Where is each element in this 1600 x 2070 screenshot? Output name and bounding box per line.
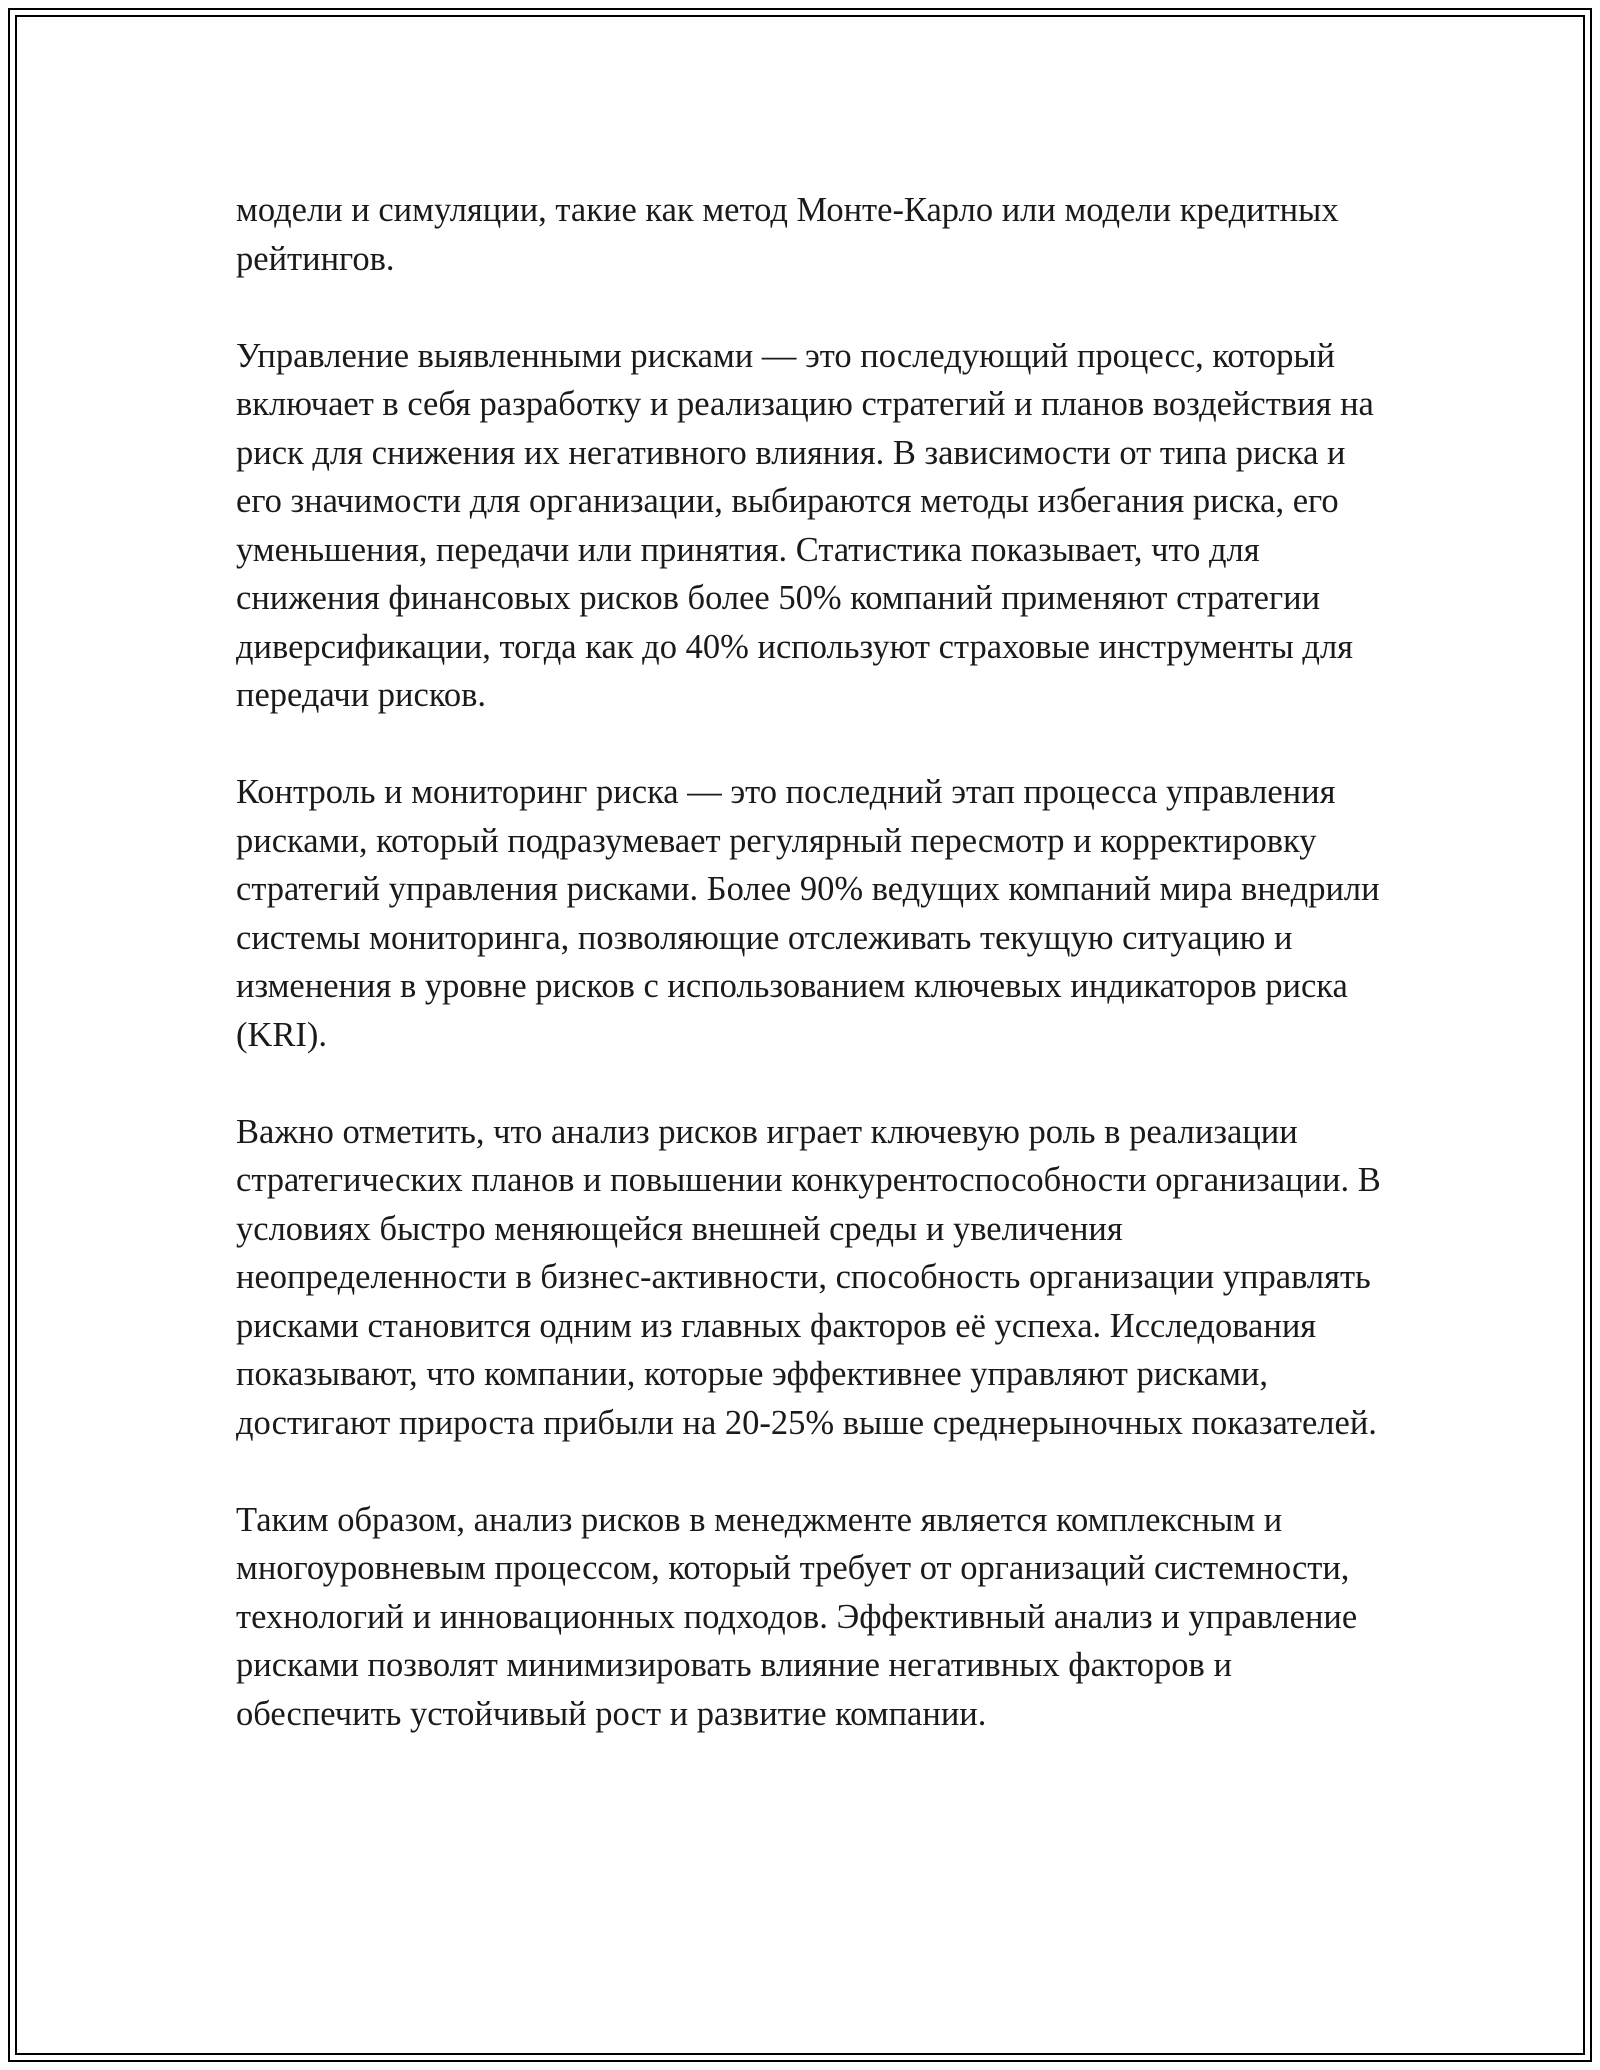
paragraph-risk-monitoring: Контроль и мониторинг риска — это последний этап процесса управления рисками, который подразумевает регулярный пересмотр и корректировку стратегий управления рисками. Более 90% ведущих компаний мира внедрили системы мониторинга, позволяющие отслеживать текущую ситуацию и изменения в уровне рисков с использованием ключевых индикаторов риска (KRI). (236, 773, 1380, 1054)
paragraph-monte-carlo-models: модели и симуляции, такие как метод Монте-Карло или модели кредитных рейтингов. (236, 191, 1339, 278)
paragraph-risk-management: Управление выявленными рисками — это последующий процесс, который включает в себя разработку и реализацию стратегий и планов воздействия на риск для снижения их негативного влияния. В зависимости от типа риска и его значимости для организации, выбираются методы избегания риска, его уменьшения, передачи или принятия. Статистика показывает, что для снижения финансовых рисков более 50% компаний применяют стратегии диверсификации, тогда как до 40% используют страховые инструменты для передачи рисков. (236, 336, 1374, 714)
document-body (236, 186, 1384, 1738)
paragraph-conclusion: Таким образом, анализ рисков в менеджменте является комплексным и многоуровневым процессом, который требует от организаций системности, технологий и инновационных подходов. Эффективный анализ и управление рисками позволят минимизировать влияние негативных факторов и обеспечить устойчивый рост и развитие компании. (236, 1500, 1358, 1733)
paragraph-risk-analysis-importance: Важно отметить, что анализ рисков играет ключевую роль в реализации стратегических планов и повышении конкурентоспособности организации. В условиях быстро меняющейся внешней среды и увеличения неопределенности в бизнес-активности, способность организации управлять рисками становится одним из главных факторов её успеха. Исследования показывают, что компании, которые эффективнее управляют рисками, достигают прироста прибыли на 20-25% выше среднерыночных показателей. (236, 1112, 1381, 1442)
